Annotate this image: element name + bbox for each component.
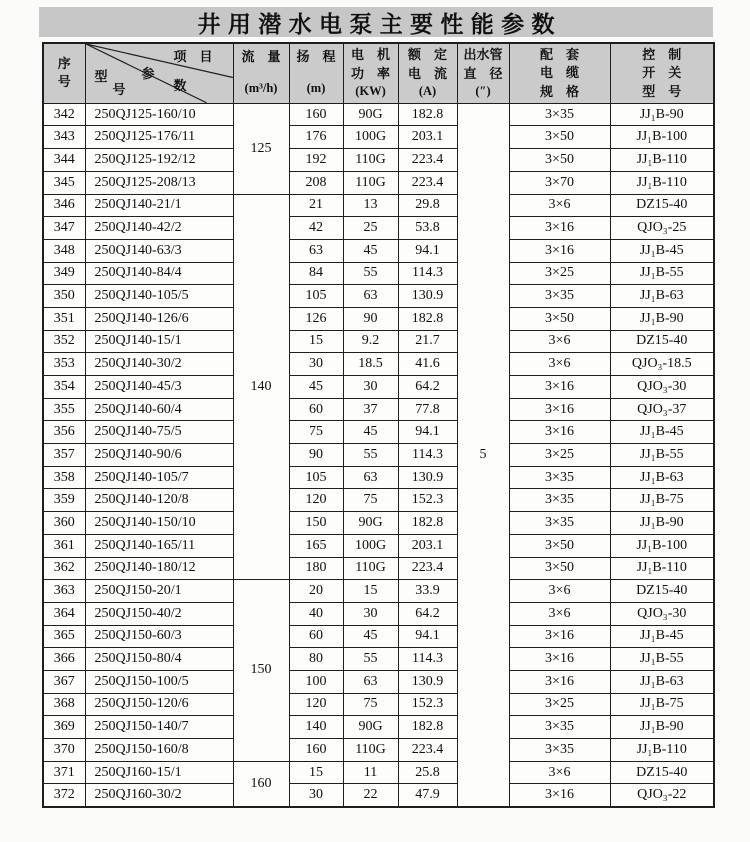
- cable-cell: 3×6: [509, 602, 610, 625]
- power-cell: 22: [343, 784, 398, 807]
- power-cell: 55: [343, 262, 398, 285]
- model-cell: 250QJ140-15/1: [85, 330, 233, 353]
- switch-cell: JJ₁B-110: [610, 739, 714, 762]
- power-cell: 75: [343, 489, 398, 512]
- table-row: [43, 716, 714, 739]
- current-cell: 223.4: [398, 557, 457, 580]
- flow-group-cell: 150: [233, 580, 289, 762]
- table-row: [43, 625, 714, 648]
- cable-cell: 3×35: [509, 489, 610, 512]
- diameter-header-line1: 出水管: [463, 47, 503, 63]
- table-row: [43, 262, 714, 285]
- cable-cell: 3×25: [509, 444, 610, 467]
- col-header-switch: [610, 43, 714, 103]
- model-cell: 250QJ140-105/7: [85, 466, 233, 489]
- cable-cell: 3×50: [509, 126, 610, 149]
- head-cell: 140: [289, 716, 343, 739]
- power-header-line1: 电 机: [350, 47, 390, 63]
- diameter-header-unit: (″): [475, 83, 491, 98]
- cable-cell: 3×16: [509, 625, 610, 648]
- switch-cell: JJ₁B-110: [610, 171, 714, 194]
- seq-cell: 344: [43, 149, 85, 172]
- model-cell: 250QJ140-30/2: [85, 353, 233, 376]
- current-cell: 21.7: [398, 330, 457, 353]
- table-body: [43, 103, 714, 806]
- seq-cell: 357: [43, 444, 85, 467]
- current-cell: 182.8: [398, 512, 457, 535]
- model-cell: 250QJ160-15/1: [85, 761, 233, 784]
- cable-cell: 3×35: [509, 285, 610, 308]
- power-cell: 45: [343, 625, 398, 648]
- power-cell: 30: [343, 376, 398, 399]
- seq-cell: 350: [43, 285, 85, 308]
- cable-cell: 3×35: [509, 512, 610, 535]
- switch-cell: JJ₁B-63: [610, 285, 714, 308]
- current-cell: 94.1: [398, 239, 457, 262]
- head-cell: 105: [289, 466, 343, 489]
- power-cell: 100G: [343, 126, 398, 149]
- power-cell: 110G: [343, 739, 398, 762]
- current-cell: 41.6: [398, 353, 457, 376]
- model-cell: 250QJ140-84/4: [85, 262, 233, 285]
- switch-cell: QJO₃-30: [610, 376, 714, 399]
- table-row: [43, 421, 714, 444]
- model-cell: 250QJ140-63/3: [85, 239, 233, 262]
- cable-cell: 3×16: [509, 239, 610, 262]
- table-row: [43, 534, 714, 557]
- power-cell: 15: [343, 580, 398, 603]
- diagonal-label-param1: 参: [141, 66, 155, 81]
- head-cell: 120: [289, 489, 343, 512]
- seq-cell: 371: [43, 761, 85, 784]
- current-cell: 94.1: [398, 421, 457, 444]
- switch-cell: JJ₁B-90: [610, 716, 714, 739]
- model-cell: 250QJ140-21/1: [85, 194, 233, 217]
- table-row: [43, 353, 714, 376]
- switch-cell: QJO₃-25: [610, 217, 714, 240]
- switch-cell: QJO₃-22: [610, 784, 714, 807]
- model-cell: 250QJ150-20/1: [85, 580, 233, 603]
- head-cell: 150: [289, 512, 343, 535]
- switch-cell: JJ₁B-45: [610, 625, 714, 648]
- switch-header-line3: 型 号: [642, 83, 682, 99]
- head-cell: 192: [289, 149, 343, 172]
- cable-cell: 3×16: [509, 670, 610, 693]
- head-cell: 100: [289, 670, 343, 693]
- cable-cell: 3×35: [509, 103, 610, 126]
- cable-cell: 3×6: [509, 580, 610, 603]
- flow-header-label: 流 量: [241, 49, 281, 64]
- head-cell: 176: [289, 126, 343, 149]
- current-cell: 64.2: [398, 602, 457, 625]
- seq-cell: 348: [43, 239, 85, 262]
- col-header-seq: [43, 43, 85, 103]
- col-header-cable: [509, 43, 610, 103]
- table-row: [43, 285, 714, 308]
- seq-cell: 372: [43, 784, 85, 807]
- seq-cell: 362: [43, 557, 85, 580]
- model-cell: 250QJ140-180/12: [85, 557, 233, 580]
- seq-cell: 349: [43, 262, 85, 285]
- seq-cell: 353: [43, 353, 85, 376]
- switch-cell: QJO₃-18.5: [610, 353, 714, 376]
- switch-cell: JJ₁B-45: [610, 239, 714, 262]
- power-cell: 9.2: [343, 330, 398, 353]
- table-row: [43, 398, 714, 421]
- pump-spec-table: [42, 42, 715, 808]
- switch-cell: DZ15-40: [610, 194, 714, 217]
- table-row: [43, 648, 714, 671]
- current-cell: 203.1: [398, 534, 457, 557]
- power-cell: 63: [343, 285, 398, 308]
- power-cell: 55: [343, 444, 398, 467]
- switch-header-line1: 控 制: [642, 47, 682, 62]
- model-cell: 250QJ140-150/10: [85, 512, 233, 535]
- flow-group-cell: 125: [233, 103, 289, 194]
- cable-cell: 3×50: [509, 534, 610, 557]
- col-header-current: [398, 43, 457, 103]
- col-header-power: [343, 43, 398, 103]
- power-cell: 90: [343, 307, 398, 330]
- power-cell: 45: [343, 421, 398, 444]
- seq-header-line1: 序: [57, 56, 71, 72]
- switch-cell: JJ₁B-55: [610, 648, 714, 671]
- diagonal-label-model2: 号: [112, 82, 126, 97]
- switch-cell: JJ₁B-63: [610, 670, 714, 693]
- power-cell: 100G: [343, 534, 398, 557]
- head-cell: 80: [289, 648, 343, 671]
- head-cell: 75: [289, 421, 343, 444]
- table-row: [43, 580, 714, 603]
- seq-cell: 358: [43, 466, 85, 489]
- switch-cell: DZ15-40: [610, 761, 714, 784]
- current-header-line2: 电 流: [407, 65, 447, 81]
- switch-cell: JJ₁B-110: [610, 557, 714, 580]
- power-cell: 18.5: [343, 353, 398, 376]
- head-cell: 60: [289, 398, 343, 421]
- switch-cell: QJO₃-30: [610, 602, 714, 625]
- current-cell: 53.8: [398, 217, 457, 240]
- flow-header-unit: (m³/h): [244, 81, 278, 96]
- col-header-flow: [233, 43, 289, 103]
- current-cell: 130.9: [398, 670, 457, 693]
- cable-cell: 3×16: [509, 376, 610, 399]
- head-cell: 60: [289, 625, 343, 648]
- model-cell: 250QJ125-176/11: [85, 126, 233, 149]
- current-cell: 223.4: [398, 171, 457, 194]
- cable-cell: 3×35: [509, 466, 610, 489]
- seq-cell: 355: [43, 398, 85, 421]
- switch-cell: JJ₁B-63: [610, 466, 714, 489]
- power-cell: 110G: [343, 171, 398, 194]
- power-header-line2: 功 率: [350, 65, 390, 81]
- head-cell: 126: [289, 307, 343, 330]
- seq-cell: 354: [43, 376, 85, 399]
- cable-cell: 3×6: [509, 353, 610, 376]
- flow-group-cell: 160: [233, 761, 289, 806]
- table-row: [43, 376, 714, 399]
- cable-cell: 3×16: [509, 784, 610, 807]
- switch-cell: JJ₁B-90: [610, 512, 714, 535]
- seq-cell: 342: [43, 103, 85, 126]
- cable-cell: 3×6: [509, 194, 610, 217]
- table-row: [43, 761, 714, 784]
- cable-header-line2: 电 缆: [539, 65, 579, 81]
- switch-cell: JJ₁B-100: [610, 126, 714, 149]
- table-row: [43, 330, 714, 353]
- current-cell: 33.9: [398, 580, 457, 603]
- model-cell: 250QJ140-105/5: [85, 285, 233, 308]
- current-cell: 25.8: [398, 761, 457, 784]
- table-row: [43, 171, 714, 194]
- diagonal-label-param2: 数: [173, 78, 187, 93]
- current-cell: 130.9: [398, 285, 457, 308]
- cable-header-line3: 规 格: [539, 83, 579, 99]
- cable-cell: 3×16: [509, 217, 610, 240]
- seq-cell: 361: [43, 534, 85, 557]
- seq-cell: 346: [43, 194, 85, 217]
- seq-header-line2: 号: [57, 74, 71, 90]
- power-cell: 90G: [343, 103, 398, 126]
- head-cell: 15: [289, 761, 343, 784]
- model-cell: 250QJ140-60/4: [85, 398, 233, 421]
- seq-cell: 343: [43, 126, 85, 149]
- title-bar: [39, 7, 713, 37]
- head-header-unit: (m): [306, 81, 326, 96]
- cable-cell: 3×16: [509, 648, 610, 671]
- head-cell: 30: [289, 784, 343, 807]
- current-cell: 114.3: [398, 648, 457, 671]
- model-cell: 250QJ150-60/3: [85, 625, 233, 648]
- switch-header-line2: 开 关: [642, 65, 682, 81]
- cable-cell: 3×50: [509, 149, 610, 172]
- cable-cell: 3×16: [509, 398, 610, 421]
- page-title: 井用潜水电泵主要性能参数: [197, 11, 562, 38]
- model-cell: 250QJ160-30/2: [85, 784, 233, 807]
- seq-cell: 345: [43, 171, 85, 194]
- seq-cell: 359: [43, 489, 85, 512]
- switch-cell: JJ₁B-55: [610, 262, 714, 285]
- current-cell: 77.8: [398, 398, 457, 421]
- cable-cell: 3×6: [509, 330, 610, 353]
- model-cell: 250QJ140-45/3: [85, 376, 233, 399]
- table-row: [43, 444, 714, 467]
- cable-cell: 3×50: [509, 557, 610, 580]
- current-cell: 64.2: [398, 376, 457, 399]
- table-row: [43, 126, 714, 149]
- diagonal-label-item: 项 目: [173, 49, 213, 64]
- head-cell: 165: [289, 534, 343, 557]
- head-cell: 30: [289, 353, 343, 376]
- seq-cell: 370: [43, 739, 85, 762]
- current-cell: 29.8: [398, 194, 457, 217]
- current-header-unit: (A): [418, 83, 437, 98]
- cable-header-line1: 配 套: [539, 47, 579, 62]
- head-cell: 63: [289, 239, 343, 262]
- switch-cell: JJ₁B-100: [610, 534, 714, 557]
- current-cell: 114.3: [398, 262, 457, 285]
- table-row: [43, 512, 714, 535]
- head-cell: 45: [289, 376, 343, 399]
- model-cell: 250QJ150-40/2: [85, 602, 233, 625]
- current-cell: 223.4: [398, 739, 457, 762]
- seq-cell: 367: [43, 670, 85, 693]
- switch-cell: JJ₁B-90: [610, 307, 714, 330]
- power-cell: 55: [343, 648, 398, 671]
- model-cell: 250QJ150-120/6: [85, 693, 233, 716]
- switch-cell: JJ₁B-55: [610, 444, 714, 467]
- seq-cell: 366: [43, 648, 85, 671]
- power-cell: 110G: [343, 557, 398, 580]
- power-cell: 90G: [343, 512, 398, 535]
- seq-cell: 347: [43, 217, 85, 240]
- table-row: [43, 103, 714, 126]
- table-row: [43, 307, 714, 330]
- model-cell: 250QJ150-140/7: [85, 716, 233, 739]
- table-row: [43, 239, 714, 262]
- head-cell: 160: [289, 103, 343, 126]
- power-header-unit: (KW): [355, 83, 386, 98]
- seq-cell: 368: [43, 693, 85, 716]
- header-row: [43, 43, 714, 103]
- head-header-label: 扬 程: [296, 49, 336, 64]
- current-cell: 203.1: [398, 126, 457, 149]
- table-row: [43, 557, 714, 580]
- seq-cell: 351: [43, 307, 85, 330]
- table-row: [43, 602, 714, 625]
- cable-cell: 3×6: [509, 761, 610, 784]
- current-cell: 182.8: [398, 307, 457, 330]
- diameter-cell: 5: [457, 103, 509, 806]
- power-cell: 63: [343, 670, 398, 693]
- seq-cell: 364: [43, 602, 85, 625]
- seq-cell: 365: [43, 625, 85, 648]
- table-row: [43, 693, 714, 716]
- table-row: [43, 466, 714, 489]
- head-cell: 105: [289, 285, 343, 308]
- power-cell: 30: [343, 602, 398, 625]
- cable-cell: 3×25: [509, 262, 610, 285]
- cable-cell: 3×35: [509, 739, 610, 762]
- current-cell: 94.1: [398, 625, 457, 648]
- power-cell: 45: [343, 239, 398, 262]
- model-cell: 250QJ150-160/8: [85, 739, 233, 762]
- power-cell: 13: [343, 194, 398, 217]
- switch-cell: DZ15-40: [610, 330, 714, 353]
- switch-cell: JJ₁B-45: [610, 421, 714, 444]
- table-row: [43, 194, 714, 217]
- model-cell: 250QJ125-208/13: [85, 171, 233, 194]
- power-cell: 63: [343, 466, 398, 489]
- seq-cell: 369: [43, 716, 85, 739]
- power-cell: 90G: [343, 716, 398, 739]
- switch-cell: JJ₁B-90: [610, 103, 714, 126]
- seq-cell: 356: [43, 421, 85, 444]
- model-cell: 250QJ150-80/4: [85, 648, 233, 671]
- head-cell: 90: [289, 444, 343, 467]
- model-cell: 250QJ125-160/10: [85, 103, 233, 126]
- col-header-diameter: [457, 43, 509, 103]
- switch-cell: JJ₁B-75: [610, 693, 714, 716]
- head-cell: 15: [289, 330, 343, 353]
- table-row: [43, 489, 714, 512]
- col-header-model-diagonal: [85, 43, 233, 103]
- head-cell: 120: [289, 693, 343, 716]
- table-row: [43, 149, 714, 172]
- current-header-line1: 额 定: [407, 47, 447, 63]
- current-cell: 152.3: [398, 693, 457, 716]
- table-row: [43, 739, 714, 762]
- model-cell: 250QJ125-192/12: [85, 149, 233, 172]
- head-cell: 40: [289, 602, 343, 625]
- switch-cell: QJO₃-37: [610, 398, 714, 421]
- head-cell: 180: [289, 557, 343, 580]
- table-row: [43, 670, 714, 693]
- current-cell: 47.9: [398, 784, 457, 807]
- seq-cell: 352: [43, 330, 85, 353]
- current-cell: 182.8: [398, 103, 457, 126]
- seq-cell: 360: [43, 512, 85, 535]
- model-cell: 250QJ140-90/6: [85, 444, 233, 467]
- seq-cell: 363: [43, 580, 85, 603]
- power-cell: 110G: [343, 149, 398, 172]
- current-cell: 223.4: [398, 149, 457, 172]
- current-cell: 114.3: [398, 444, 457, 467]
- power-cell: 75: [343, 693, 398, 716]
- diagonal-label-model1: 型: [94, 69, 108, 84]
- power-cell: 11: [343, 761, 398, 784]
- switch-cell: JJ₁B-75: [610, 489, 714, 512]
- head-cell: 42: [289, 217, 343, 240]
- head-cell: 20: [289, 580, 343, 603]
- power-cell: 37: [343, 398, 398, 421]
- power-cell: 25: [343, 217, 398, 240]
- model-cell: 250QJ140-120/8: [85, 489, 233, 512]
- model-cell: 250QJ150-100/5: [85, 670, 233, 693]
- diameter-header-line2: 直 径: [463, 65, 503, 81]
- table-row: [43, 217, 714, 240]
- switch-cell: DZ15-40: [610, 580, 714, 603]
- switch-cell: JJ₁B-110: [610, 149, 714, 172]
- cable-cell: 3×16: [509, 421, 610, 444]
- cable-cell: 3×35: [509, 716, 610, 739]
- head-cell: 21: [289, 194, 343, 217]
- table-row: [43, 784, 714, 807]
- col-header-head: [289, 43, 343, 103]
- model-cell: 250QJ140-126/6: [85, 307, 233, 330]
- cable-cell: 3×25: [509, 693, 610, 716]
- flow-group-cell: 140: [233, 194, 289, 580]
- current-cell: 182.8: [398, 716, 457, 739]
- table-header: [43, 43, 714, 103]
- cable-cell: 3×50: [509, 307, 610, 330]
- model-cell: 250QJ140-42/2: [85, 217, 233, 240]
- model-cell: 250QJ140-165/11: [85, 534, 233, 557]
- head-cell: 84: [289, 262, 343, 285]
- current-cell: 130.9: [398, 466, 457, 489]
- current-cell: 152.3: [398, 489, 457, 512]
- head-cell: 160: [289, 739, 343, 762]
- head-cell: 208: [289, 171, 343, 194]
- model-cell: 250QJ140-75/5: [85, 421, 233, 444]
- cable-cell: 3×70: [509, 171, 610, 194]
